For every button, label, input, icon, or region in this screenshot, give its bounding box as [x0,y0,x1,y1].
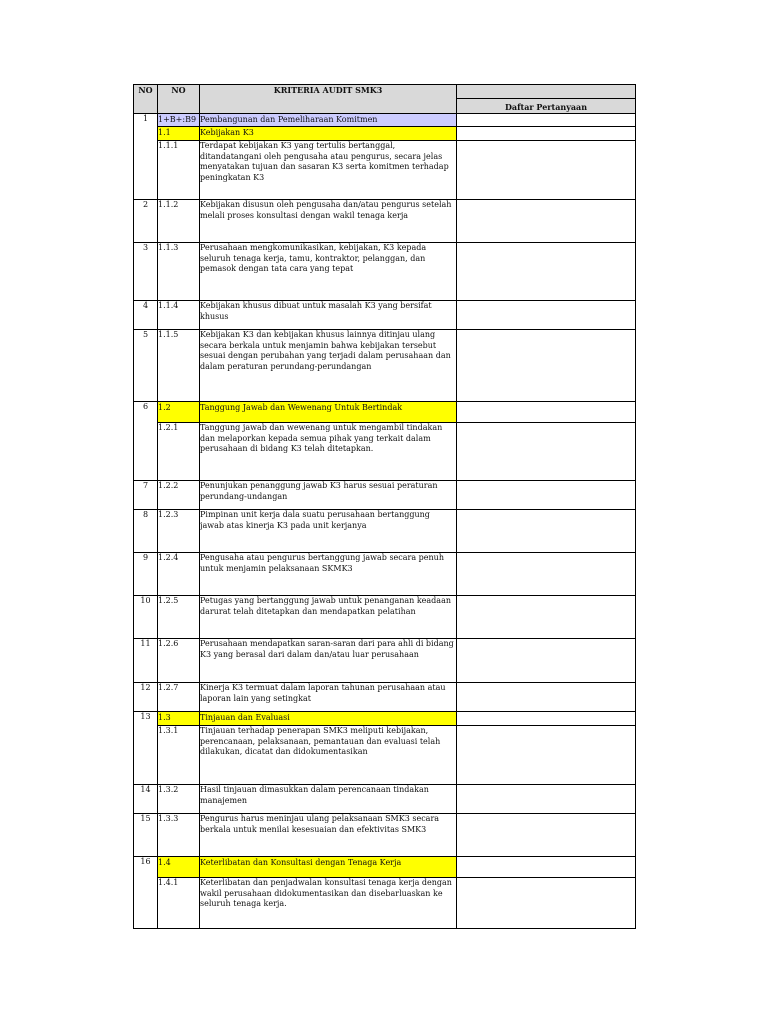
criteria-code: 1.2.4 [158,553,200,596]
question-cell[interactable] [457,639,636,683]
question-cell[interactable] [457,301,636,330]
question-cell[interactable] [457,200,636,243]
section-row [134,402,636,423]
row-number: 8 [134,510,158,553]
row-number: 14 [134,785,158,814]
criteria-code: 1.2.7 [158,683,200,712]
criteria-code: 1.3.1 [158,726,200,785]
row-number: 15 [134,814,158,857]
section-code: 1.3 [158,712,200,726]
question-cell[interactable] [457,683,636,712]
section-title: Tanggung Jawab dan Wewenang Untuk Bertindak [200,402,457,423]
criteria-text: Pengurus harus meninjau ulang pelaksanaan SMK3 secara berkala untuk menilai kesesuaian dan efektivitas SMK3 [200,814,457,857]
row-number: 2 [134,200,158,243]
criteria-code: 1.3.3 [158,814,200,857]
criteria-row [134,683,636,712]
criteria-row [134,639,636,683]
criteria-row [134,423,636,481]
row-number: 10 [134,596,158,639]
criteria-row [134,301,636,330]
criteria-row [134,243,636,301]
criteria-row [134,330,636,402]
row-number: 13 [134,712,158,785]
section-code: 1.2 [158,402,200,423]
criteria-text: Hasil tinjauan dimasukkan dalam perencanaan tindakan manajemen [200,785,457,814]
section-row [134,857,636,878]
criteria-text: Kebijakan disusun oleh pengusaha dan/atau pengurus setelah melali proses konsultasi dengan wakil tenaga kerja [200,200,457,243]
header-blank-cell [457,85,636,99]
criteria-code: 1.1.2 [158,200,200,243]
row-number: 4 [134,301,158,330]
question-cell[interactable] [457,596,636,639]
question-cell[interactable] [457,127,636,141]
question-cell[interactable] [457,785,636,814]
section-row [134,127,636,141]
row-number: 9 [134,553,158,596]
criteria-text: Perusahaan mengkomunikasikan, kebijakan, K3 kepada seluruh tenaga kerja, tamu, kontraktor, pelanggan, dan pemasok dengan tata cara yang tepat [200,243,457,301]
criteria-code: 1.2.5 [158,596,200,639]
criteria-code: 1.1.4 [158,301,200,330]
section-code: 1.1 [158,127,200,141]
criteria-code: 1.2.6 [158,639,200,683]
criteria-row [134,814,636,857]
main-section-title: Pembangunan dan Pemeliharaan Komitmen [200,114,457,127]
criteria-code: 1.3.2 [158,785,200,814]
criteria-text: Kinerja K3 termuat dalam laporan tahunan perusahaan atau laporan lain yang setingkat [200,683,457,712]
question-cell[interactable] [457,510,636,553]
header-questions: Daftar Pertanyaan [457,99,636,114]
criteria-code: 1.1.1 [158,141,200,200]
question-cell[interactable] [457,141,636,200]
criteria-row [134,200,636,243]
criteria-row [134,596,636,639]
section-title: Keterlibatan dan Konsultasi dengan Tenaga Kerja [200,857,457,878]
criteria-row [134,510,636,553]
question-cell[interactable] [457,712,636,726]
header-no-2: NO [158,85,200,114]
question-cell[interactable] [457,114,636,127]
question-cell[interactable] [457,878,636,929]
row-number: 6 [134,402,158,481]
question-cell[interactable] [457,243,636,301]
criteria-text: Tanggung jawab dan wewenang untuk mengambil tindakan dan melaporkan kepada semua pihak yang terkait dalam perusahaan di bidang K3 telah ditetapkan. [200,423,457,481]
criteria-text: Perusahaan mendapatkan saran-saran dari para ahli di bidang K3 yang berasal dari dalam dan/atau luar perusahaan [200,639,457,683]
criteria-text: Petugas yang bertanggung jawab untuk penanganan keadaan darurat telah ditetapkan dan mendapatkan pelatihan [200,596,457,639]
question-cell[interactable] [457,726,636,785]
row-number: 3 [134,243,158,301]
question-cell[interactable] [457,423,636,481]
question-cell[interactable] [457,553,636,596]
row-number: 11 [134,639,158,683]
question-cell[interactable] [457,481,636,510]
criteria-code: 1.2.1 [158,423,200,481]
criteria-row [134,553,636,596]
audit-criteria-table [133,84,636,929]
header-row [134,85,636,99]
criteria-text: Kebijakan K3 dan kebijakan khusus lainnya ditinjau ulang secara berkala untuk menjamin bahwa kebijakan tersebut sesuai dengan perubahan yang terjadi dalam perusahaan dan dalam peraturan perundang-perundangan [200,330,457,402]
criteria-text: Kebijakan khusus dibuat untuk masalah K3 yang bersifat khusus [200,301,457,330]
criteria-text: Terdapat kebijakan K3 yang tertulis bertanggal, ditandatangani oleh pengusaha atau pengurus, secara jelas menyatakan tujuan dan sasaran K3 serta komitmen terhadap peningkatan K3 [200,141,457,200]
criteria-row [134,481,636,510]
criteria-row [134,726,636,785]
criteria-text: Tinjauan terhadap penerapan SMK3 meliputi kebijakan, perencanaan, pelaksanaan, pemantauan dan evaluasi telah dilakukan, dicatat dan didokumentasikan [200,726,457,785]
question-cell[interactable] [457,402,636,423]
criteria-code: 1.1.3 [158,243,200,301]
criteria-code: 1.1.5 [158,330,200,402]
criteria-code: 1.2.2 [158,481,200,510]
row-number: 12 [134,683,158,712]
section-title: Kebijakan K3 [200,127,457,141]
row-number: 7 [134,481,158,510]
section-row [134,712,636,726]
criteria-row [134,785,636,814]
section-code: 1.4 [158,857,200,878]
criteria-row [134,141,636,200]
main-section-row [134,114,636,127]
question-cell[interactable] [457,330,636,402]
criteria-code: 1.2.3 [158,510,200,553]
main-section-code: 1+B+:B9 [158,114,200,127]
row-number: 16 [134,857,158,929]
row-number: 1 [134,114,158,200]
criteria-text: Keterlibatan dan penjadwalan konsultasi tenaga kerja dengan wakil perusahaan didokumentasikan dan disebarluaskan ke seluruh tenaga kerja. [200,878,457,929]
row-number: 5 [134,330,158,402]
criteria-text: Pengusaha atau pengurus bertanggung jawab secara penuh untuk menjamin pelaksanaan SKMK3 [200,553,457,596]
criteria-row [134,878,636,929]
question-cell[interactable] [457,814,636,857]
criteria-code: 1.4.1 [158,878,200,929]
header-no-1: NO [134,85,158,114]
header-criteria: KRITERIA AUDIT SMK3 [200,85,457,114]
section-title: Tinjauan dan Evaluasi [200,712,457,726]
criteria-text: Pimpinan unit kerja dala suatu perusahaan bertanggung jawab atas kinerja K3 pada unit kerjanya [200,510,457,553]
question-cell[interactable] [457,857,636,878]
criteria-text: Penunjukan penanggung jawab K3 harus sesuai peraturan perundang-undangan [200,481,457,510]
